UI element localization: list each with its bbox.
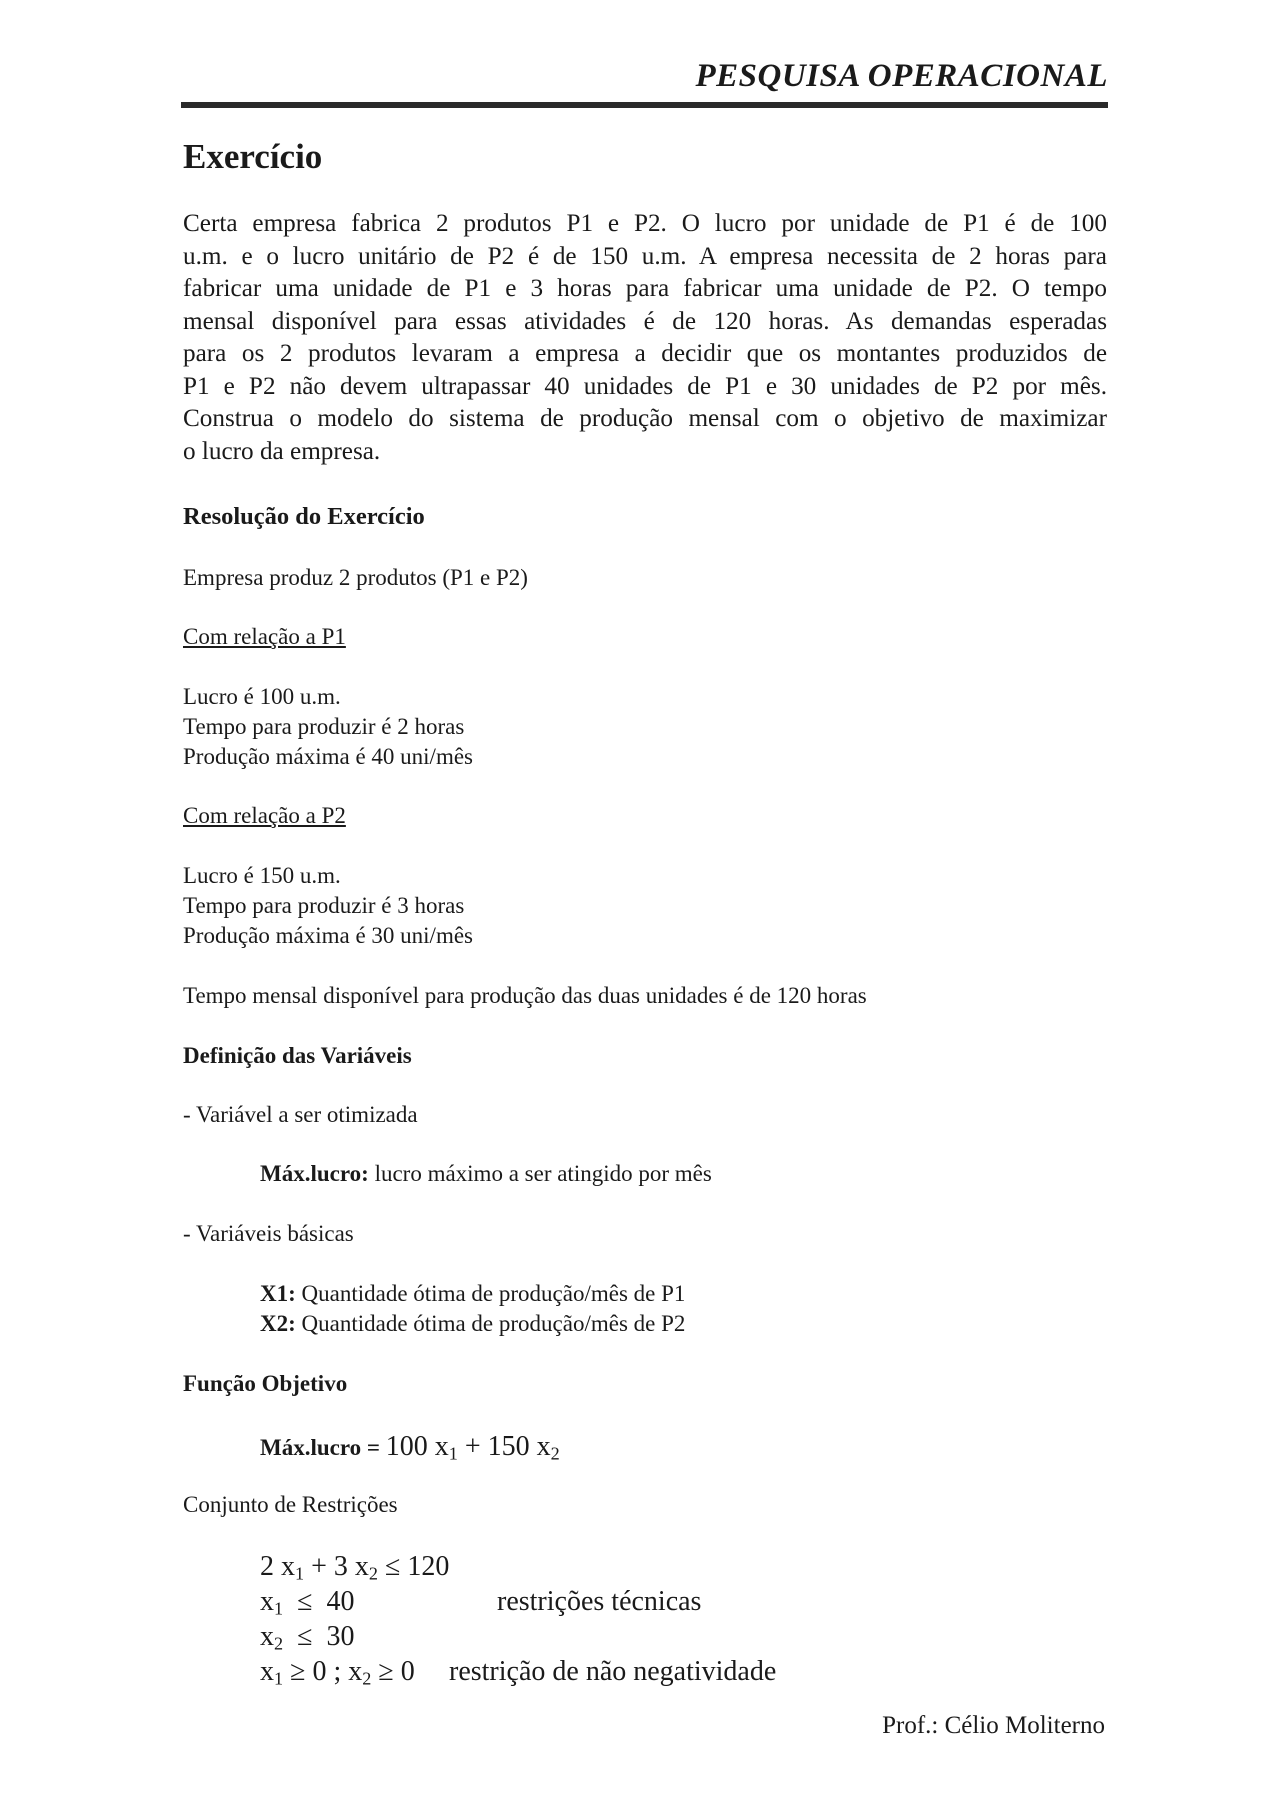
statement-line: P1 e P2 não devem ultrapassar 40 unidades de P1 e 30 unidades de P2 por mês. — [183, 372, 1107, 400]
constraint-x1-max: $x_1 \le 40$ — [260, 1586, 355, 1619]
basic-variables-label: - Variáveis básicas — [183, 1221, 354, 1246]
objective-expression: 100 $x_1 + 150$ $x_2$ — [385, 1431, 560, 1464]
p2-profit: Lucro é 150 u.m. — [183, 863, 341, 888]
maxlucro-term: Máx.lucro: — [260, 1161, 369, 1186]
resolution-intro: Empresa produz 2 produtos (P1 e P2) — [183, 565, 528, 590]
p1-time: Tempo para produzir é 2 horas — [183, 714, 465, 739]
header-rule — [181, 102, 1108, 108]
p1-profit: Lucro é 100 u.m. — [183, 684, 341, 709]
resolution-heading: Resolução do Exercício — [183, 503, 425, 530]
p1-heading: Com relação a P1 — [183, 624, 346, 649]
statement-line: o lucro da empresa. — [183, 437, 381, 465]
p2-max: Produção máxima é 30 uni/mês — [183, 923, 473, 948]
statement-line: mensal disponível para essas atividades é de 120 horas. As demandas esperadas — [183, 307, 1107, 335]
objective-function — [260, 1431, 560, 1465]
optimized-variable-label: - Variável a ser otimizada — [183, 1102, 418, 1127]
x2-description: Quantidade ótima de produção/mês de P2 — [301, 1311, 686, 1336]
x1-term: X1: — [260, 1281, 296, 1306]
constraint-x2-max: $x_2 \le 30$ — [260, 1621, 355, 1654]
p1-max: Produção máxima é 40 uni/mês — [183, 744, 473, 769]
constraint-nonnegativity: $x_1 \ge 0$ ; $x_2 \ge 0$ — [260, 1656, 415, 1689]
x1-description: Quantidade ótima de produção/mês de P1 — [301, 1281, 686, 1306]
statement-line: Construa o modelo do sistema de produção mensal com o objetivo de maximizar — [183, 405, 1107, 432]
statement-line: Certa empresa fabrica 2 produtos P1 e P2. O lucro por unidade de P1 é de 100 — [183, 210, 1107, 237]
x2-term: X2: — [260, 1311, 296, 1336]
monthly-time: Tempo mensal disponível para produção das duas unidades é de 120 horas — [183, 983, 867, 1008]
objective-lhs: Máx.lucro = — [260, 1435, 380, 1460]
x2-definition — [260, 1309, 685, 1339]
statement-line: u.m. e o lucro unitário de P2 é de 150 u.m. A empresa necessita de 2 horas para — [183, 242, 1107, 270]
objective-heading: Função Objetivo — [183, 1371, 348, 1396]
exercise-statement — [183, 208, 1107, 468]
statement-line: fabricar uma unidade de P1 e 3 horas para fabricar uma unidade de P2. O tempo — [183, 275, 1107, 302]
p2-time: Tempo para produzir é 3 horas — [183, 893, 465, 918]
constraints-heading: Conjunto de Restrições — [183, 1492, 398, 1517]
exercise-title: Exercício — [183, 137, 323, 176]
statement-line: para os 2 produtos levaram a empresa a decidir que os montantes produzidos de — [183, 340, 1107, 367]
nonnegativity-label: restrição de não negatividade — [449, 1656, 777, 1687]
variables-heading: Definição das Variáveis — [183, 1043, 412, 1068]
constraint-hours: 2 $x_1 + 3$ $x_2 \le 120$ — [260, 1551, 450, 1584]
technical-constraints-label: restrições técnicas — [497, 1586, 702, 1617]
maxlucro-definition — [260, 1159, 712, 1189]
maxlucro-description: lucro máximo a ser atingido por mês — [374, 1161, 712, 1186]
x1-definition — [260, 1279, 685, 1309]
running-header: PESQUISA OPERACIONAL — [695, 58, 1108, 94]
p2-heading: Com relação a P2 — [183, 803, 346, 828]
footer-author: Prof.: Célio Moliterno — [882, 1712, 1105, 1739]
